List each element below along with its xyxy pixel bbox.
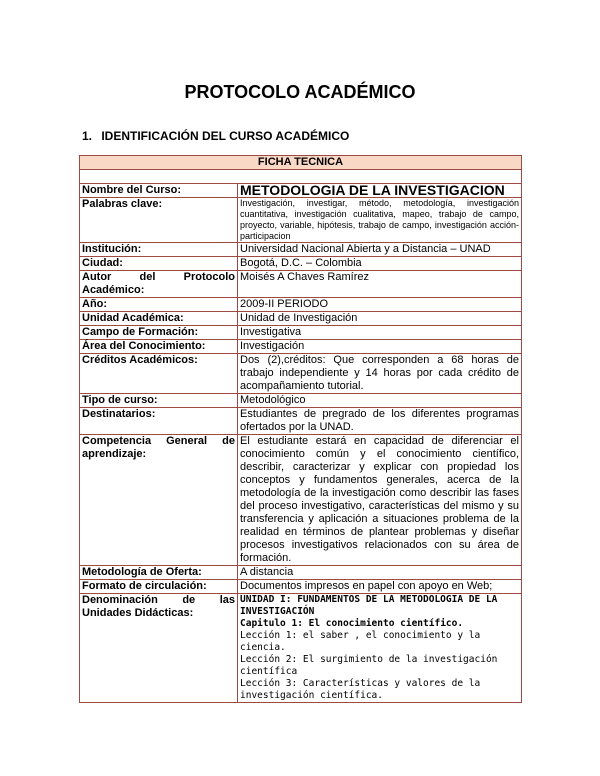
row-label: Metodología de Oferta: [80,566,238,580]
table-row-creditos [80,354,522,394]
table-row-formato [80,580,522,594]
course-name-value: METODOLOGIA DE LA INVESTIGACION [238,184,522,198]
table-row-palabras [80,198,522,243]
table-row-nombre [80,184,522,198]
row-label [80,435,238,566]
table-row-autor [80,271,522,298]
section-number: 1. [82,129,93,143]
row-label: Campo de Formación: [80,326,238,340]
section-label: IDENTIFICACIÓN DEL CURSO ACADÉMICO [101,129,350,143]
lesson-item: Lección 2: El surgimiento de la investigación científica [240,654,498,677]
table-row-area [80,340,522,354]
units-value [238,594,522,703]
table-row-metodologia [80,566,522,580]
institution-value: Universidad Nacional Abierta y a Distancia – UNAD [238,243,522,257]
city-value: Bogotá, D.C. – Colombia [238,257,522,271]
field-value: Investigativa [238,326,522,340]
competence-label-line2: aprendizaje: [82,448,147,460]
row-label: Unidad Académica: [80,312,238,326]
keywords-value: Investigación, investigar, método, metodología, investigación cuantitativa, investigación cualitativa, mapeo, trabajo de campo, proyecto, variable, hipótesis, trabajo de campo, investigación acción- participacion [238,198,522,243]
table-row-anio [80,298,522,312]
table-row-institucion [80,243,522,257]
area-value: Investigación [238,340,522,354]
table-header: FICHA TECNICA [80,156,522,170]
row-label: Palabras clave: [80,198,238,243]
course-type-value: Metodológico [238,394,522,408]
competence-value: El estudiante estará en capacidad de diferenciar el conocimiento común y el conocimiento científico, describir, caracterizar y explicar con propiedad los conceptos y fundamentos generales, acerca de la metodología de la investigación como describir las fases del proceso investigativo, características del mismo y su transferencia y aplicación a situaciones problema de la realidad en términos de plantear problemas y diseñar procesos investigativos relacionados con su área de formación. [238,435,522,566]
chapter-prefix: Capitulo 1 [240,618,298,629]
row-label: Área del Conocimiento: [80,340,238,354]
table-header-row [80,156,522,170]
delivery-value: A distancia [238,566,522,580]
table-row-ciudad [80,257,522,271]
lesson-item: Lección 1: el saber , el conocimiento y la ciencia. [240,630,481,653]
row-label: Nombre del Curso: [80,184,238,198]
table-row-destinatarios [80,408,522,435]
chapter-title: : El conocimiento científico. [297,618,464,629]
row-label: Institución: [80,243,238,257]
row-label [80,594,238,703]
table-row-unidad [80,312,522,326]
table-row-campo [80,326,522,340]
row-label: Año: [80,298,238,312]
table-row-competencia [80,435,522,566]
author-value: Moisés A Chaves Ramírez [238,271,522,298]
audience-value: Estudiantes de pregrado de los diferentes programas ofertados por la UNAD. [238,408,522,435]
page-title: PROTOCOLO ACADÉMICO [184,82,416,102]
row-label: Formato de circulación: [80,580,238,594]
row-label: Ciudad: [80,257,238,271]
lesson-item: Lección 3: Características y valores de la investigación científica. [240,678,481,701]
competence-label-line1: Competencia General de [82,435,235,447]
row-label: Destinatarios: [80,408,238,435]
table-row-tipo [80,394,522,408]
unit-title: UNIDAD I: FUNDAMENTOS DE LA METODOLOGIA DE LA INVESTIGACIÓN [240,594,498,617]
ficha-tecnica-table [79,155,522,703]
row-label [80,271,238,298]
academic-unit-value: Unidad de Investigación [238,312,522,326]
section-heading [82,129,349,143]
row-label: Tipo de curso: [80,394,238,408]
author-label-line1: Autor del Protocolo [82,271,235,283]
year-value: 2009-II PERIODO [238,298,522,312]
table-row-denominacion [80,594,522,703]
format-value: Documentos impresos en papel con apoyo en Web; [238,580,522,594]
row-label: Créditos Académicos: [80,354,238,394]
author-label-line2: Académico: [82,284,145,296]
credits-value: Dos (2),créditos: Que corresponden a 68 horas de trabajo independiente y 14 horas por cada crédito de acompañamiento tutorial. [238,354,522,394]
chapter-line [240,618,519,630]
units-label-line2: Unidades Didácticas: [82,607,194,619]
units-label-line1: Denominación de las [82,594,235,606]
